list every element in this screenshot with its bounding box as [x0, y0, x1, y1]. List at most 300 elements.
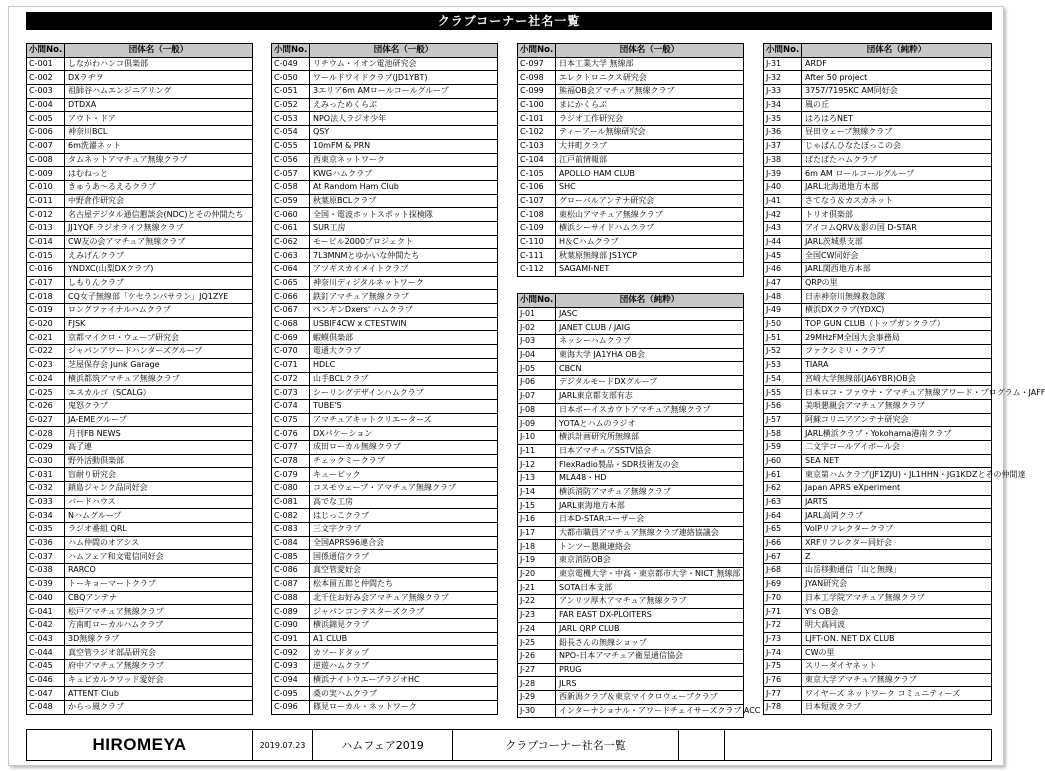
- org-name-cell: 鉄釘アマチュア無線クラブ: [310, 290, 498, 304]
- table-row: [518, 499, 744, 513]
- org-name-cell: 成田ローカル無線クラブ: [310, 440, 498, 454]
- org-name-cell: 神奈川ディジタルネットワーク: [310, 276, 498, 290]
- table-row: [764, 98, 992, 112]
- table-row: [518, 235, 744, 249]
- booth-no-cell: C-073: [272, 386, 310, 400]
- booth-no-cell: C-036: [27, 536, 65, 550]
- table-row: [272, 71, 498, 85]
- org-name-cell: TOP GUN CLUB（トップガンクラブ）: [802, 317, 992, 331]
- org-name-cell: YNDXC(山梨DXクラブ): [65, 263, 253, 277]
- org-name-cell: 大井町クラブ: [556, 139, 744, 153]
- org-name-cell: JARL東京都支部有志: [556, 389, 744, 403]
- table-row: [272, 221, 498, 235]
- org-name-cell: 中野倉作研究会: [65, 194, 253, 208]
- booth-no-cell: C-031: [27, 468, 65, 482]
- table-row: [764, 249, 992, 263]
- org-name-cell: ペンギンDxers' ハムクラブ: [310, 304, 498, 318]
- booth-no-cell: C-066: [272, 290, 310, 304]
- table-row: [764, 509, 992, 523]
- org-name-cell: 秋葉原無線部 JS1YCP: [556, 249, 744, 263]
- table-row: [518, 403, 744, 417]
- table-row: [272, 482, 498, 496]
- table-row: [518, 335, 744, 349]
- org-name-cell: QSY: [310, 126, 498, 140]
- roster-column-3-lower: [517, 293, 761, 718]
- booth-no-cell: J-30: [518, 704, 556, 718]
- org-name-cell: 西東京ネットワーク: [310, 153, 498, 167]
- booth-no-cell: J-53: [764, 358, 802, 372]
- booth-no-cell: C-043: [27, 632, 65, 646]
- org-name-cell: NPO-日本アマチュア衛星通信協会: [556, 649, 744, 663]
- table-row: [27, 523, 253, 537]
- org-name-cell: 真空管ラジオ部品研究会: [65, 646, 253, 660]
- table-row: [272, 550, 498, 564]
- booth-no-cell: C-006: [27, 126, 65, 140]
- org-name-cell: 日本ロコ・ファウナ・アマチュア無線アワード・プログラム・JAFF: [802, 386, 992, 400]
- booth-no-cell: J-68: [764, 564, 802, 578]
- table-row: [27, 646, 253, 660]
- table-row: [272, 523, 498, 537]
- booth-no-cell: C-099: [518, 85, 556, 99]
- org-name-cell: ネッシーハムクラブ: [556, 335, 744, 349]
- roster-table: [26, 43, 253, 715]
- org-name-cell: 昼田ウェーブ無線クラブ: [802, 126, 992, 140]
- booth-no-cell: C-052: [272, 98, 310, 112]
- org-name-cell: JASC: [556, 307, 744, 321]
- table-row: [518, 636, 744, 650]
- booth-no-cell: C-062: [272, 235, 310, 249]
- org-name-cell: 日本D-STARユーザー会: [556, 513, 744, 527]
- org-name-cell: At Random Ham Club: [310, 180, 498, 194]
- org-name-cell: しもりんクラブ: [65, 276, 253, 290]
- footer-date: 2019.07.23: [253, 730, 313, 760]
- table-row: [518, 677, 744, 691]
- table-row: [272, 290, 498, 304]
- org-name-cell: 江戸前情報部: [556, 153, 744, 167]
- booth-no-cell: C-077: [272, 440, 310, 454]
- booth-no-cell: C-090: [272, 618, 310, 632]
- org-name-cell: ARDF: [802, 57, 992, 71]
- booth-no-cell: J-55: [764, 386, 802, 400]
- table-row: [764, 646, 992, 660]
- table-row: [27, 687, 253, 701]
- booth-no-cell: C-007: [27, 139, 65, 153]
- table-row: [272, 194, 498, 208]
- table-row: [27, 235, 253, 249]
- booth-no-cell: J-35: [764, 112, 802, 126]
- booth-no-cell: J-72: [764, 618, 802, 632]
- booth-no-cell: J-40: [764, 180, 802, 194]
- footer-blank-2: [725, 730, 991, 760]
- org-name-cell: はじっこクラブ: [310, 509, 498, 523]
- table-row: [764, 153, 992, 167]
- booth-no-cell: C-039: [27, 577, 65, 591]
- booth-no-cell: C-086: [272, 564, 310, 578]
- table-row: [272, 167, 498, 181]
- org-name-cell: バードハウス: [65, 495, 253, 509]
- org-name-cell: ジャパンコンテスターズクラブ: [310, 605, 498, 619]
- table-row: [27, 180, 253, 194]
- table-row: [272, 139, 498, 153]
- booth-no-cell: C-072: [272, 372, 310, 386]
- booth-no-cell: C-070: [272, 345, 310, 359]
- org-name-cell: FAR EAST DX-PLOITERS: [556, 608, 744, 622]
- org-name-cell: 山手BCLクラブ: [310, 372, 498, 386]
- org-name-cell: CBCN: [556, 362, 744, 376]
- table-row: [272, 536, 498, 550]
- org-name-cell: JARL関西地方本部: [802, 263, 992, 277]
- booth-no-cell: J-02: [518, 321, 556, 335]
- booth-no-cell: C-058: [272, 180, 310, 194]
- org-name-cell: 神奈川BCL: [65, 126, 253, 140]
- header-org-name: 団体名（純粋）: [802, 44, 992, 58]
- org-name-cell: After 50 project: [802, 71, 992, 85]
- booth-no-cell: C-035: [27, 523, 65, 537]
- table-row: [27, 399, 253, 413]
- booth-no-cell: J-16: [518, 513, 556, 527]
- table-row: [764, 427, 992, 441]
- org-name-cell: はむねっと: [65, 167, 253, 181]
- booth-no-cell: C-109: [518, 221, 556, 235]
- org-name-cell: FJSK: [65, 317, 253, 331]
- org-name-cell: JJ1YQF ラジオライフ無線クラブ: [65, 221, 253, 235]
- table-row: [518, 663, 744, 677]
- booth-no-cell: C-022: [27, 345, 65, 359]
- document-footer: [26, 729, 992, 761]
- table-row: [272, 263, 498, 277]
- table-row: [272, 317, 498, 331]
- booth-no-cell: J-13: [518, 471, 556, 485]
- table-row: [27, 536, 253, 550]
- org-name-cell: えみげんクラブ: [65, 249, 253, 263]
- booth-no-cell: C-046: [27, 673, 65, 687]
- booth-no-cell: C-080: [272, 482, 310, 496]
- table-row: [272, 509, 498, 523]
- org-name-cell: ジャパンアワードハンターズグループ: [65, 345, 253, 359]
- table-row: [764, 386, 992, 400]
- booth-no-cell: J-66: [764, 536, 802, 550]
- org-name-cell: SOTA日本支部: [556, 581, 744, 595]
- table-row: [518, 485, 744, 499]
- booth-no-cell: C-037: [27, 550, 65, 564]
- roster-table: [271, 43, 498, 715]
- org-name-cell: 日本工学院アマチュア無線クラブ: [802, 591, 992, 605]
- org-name-cell: SUR工房: [310, 221, 498, 235]
- table-row: [27, 139, 253, 153]
- table-row: [27, 208, 253, 222]
- booth-no-cell: C-061: [272, 221, 310, 235]
- table-row: [27, 495, 253, 509]
- booth-no-cell: C-054: [272, 126, 310, 140]
- booth-no-cell: J-69: [764, 577, 802, 591]
- org-name-cell: 阿蘇コリニアアンテナ研究会: [802, 413, 992, 427]
- booth-no-cell: C-089: [272, 605, 310, 619]
- org-name-cell: 蝦蟆倶楽部: [310, 331, 498, 345]
- table-row: [272, 399, 498, 413]
- table-row: [27, 509, 253, 523]
- table-row: [764, 85, 992, 99]
- org-name-cell: 松戸アマチュア無線クラブ: [65, 605, 253, 619]
- table-row: [27, 304, 253, 318]
- booth-no-cell: J-57: [764, 413, 802, 427]
- booth-no-cell: C-078: [272, 454, 310, 468]
- footer-event: ハムフェア2019: [313, 730, 453, 760]
- table-row: [272, 98, 498, 112]
- table-row: [764, 276, 992, 290]
- org-name-cell: SAGAMI-NET: [556, 263, 744, 277]
- table-row: [27, 440, 253, 454]
- booth-no-cell: C-038: [27, 564, 65, 578]
- table-row: [272, 413, 498, 427]
- booth-no-cell: J-18: [518, 540, 556, 554]
- org-name-cell: JARL QRP CLUB: [556, 622, 744, 636]
- table-row: [27, 153, 253, 167]
- table-row: [764, 167, 992, 181]
- table-row: [764, 372, 992, 386]
- table-row: [27, 591, 253, 605]
- org-name-cell: 横浜ナイトウエーブラジオHC: [310, 673, 498, 687]
- org-name-cell: 東京大学アマチュア無線クラブ: [802, 673, 992, 687]
- table-row: [518, 649, 744, 663]
- booth-no-cell: C-013: [27, 221, 65, 235]
- org-name-cell: YOTAとハムのラジオ: [556, 417, 744, 431]
- booth-no-cell: J-60: [764, 454, 802, 468]
- booth-no-cell: J-12: [518, 458, 556, 472]
- org-name-cell: TUBE'S: [310, 399, 498, 413]
- booth-no-cell: C-010: [27, 180, 65, 194]
- org-name-cell: エスカルゴ（SCALG）: [65, 386, 253, 400]
- table-row: [764, 701, 992, 715]
- table-row: [764, 413, 992, 427]
- table-row: [518, 221, 744, 235]
- header-booth-no: 小間No.: [764, 44, 802, 58]
- booth-no-cell: J-43: [764, 221, 802, 235]
- table-row: [764, 468, 992, 482]
- roster-column-4: [763, 43, 1045, 715]
- org-name-cell: きゅうあ〜るえるクラブ: [65, 180, 253, 194]
- org-name-cell: 西新潟クラブ＆東京マイクロウェーブクラブ: [556, 690, 744, 704]
- booth-no-cell: J-76: [764, 673, 802, 687]
- org-name-cell: まにかくらぶ: [556, 98, 744, 112]
- org-name-cell: 横浜DXクラブ(YDXC): [802, 304, 992, 318]
- table-row: [27, 427, 253, 441]
- booth-no-cell: C-097: [518, 57, 556, 71]
- org-name-cell: モービル2000プロジェクト: [310, 235, 498, 249]
- org-name-cell: アウト・ドア: [65, 112, 253, 126]
- booth-no-cell: J-08: [518, 403, 556, 417]
- org-name-cell: リチウム・イオン電池研究会: [310, 57, 498, 71]
- booth-no-cell: J-20: [518, 567, 556, 581]
- org-name-cell: 高でな工房: [310, 495, 498, 509]
- org-name-cell: アツギスカイメイトクラブ: [310, 263, 498, 277]
- table-row: [764, 139, 992, 153]
- table-row: [27, 482, 253, 496]
- booth-no-cell: C-015: [27, 249, 65, 263]
- org-name-cell: 祖師谷ハムエンジニアリング: [65, 85, 253, 99]
- org-name-cell: 二文字コールアイボール会: [802, 440, 992, 454]
- org-name-cell: チェックミークラブ: [310, 454, 498, 468]
- org-name-cell: 3757/7195KC AM同好会: [802, 85, 992, 99]
- table-row: [27, 386, 253, 400]
- org-name-cell: 東松山アマチュア無線クラブ: [556, 208, 744, 222]
- table-row: [272, 180, 498, 194]
- booth-no-cell: C-027: [27, 413, 65, 427]
- table-row: [518, 263, 744, 277]
- org-name-cell: JARL高岡クラブ: [802, 509, 992, 523]
- org-name-cell: アンリツ厚木アマチュア無線クラブ: [556, 595, 744, 609]
- table-row: [272, 564, 498, 578]
- table-row: [27, 71, 253, 85]
- table-row: [764, 550, 992, 564]
- booth-no-cell: J-56: [764, 399, 802, 413]
- org-name-cell: 桑の実ハムクラブ: [310, 687, 498, 701]
- table-row: [764, 399, 992, 413]
- booth-no-cell: C-020: [27, 317, 65, 331]
- org-name-cell: 芝屋保存会 Junk Garage: [65, 358, 253, 372]
- org-name-cell: キュビカルクワッド愛好会: [65, 673, 253, 687]
- booth-no-cell: J-78: [764, 701, 802, 715]
- booth-no-cell: C-008: [27, 153, 65, 167]
- table-row: [27, 345, 253, 359]
- org-name-cell: ハムフェア和文電信同好会: [65, 550, 253, 564]
- org-name-cell: 29MHzFM全国大会事務局: [802, 331, 992, 345]
- org-name-cell: 東海大学 JA1YHA OB会: [556, 348, 744, 362]
- booth-no-cell: J-23: [518, 608, 556, 622]
- org-name-cell: JARL横浜クラブ・Yokohama港南クラブ: [802, 427, 992, 441]
- org-name-cell: さてなう＆カスカネット: [802, 194, 992, 208]
- booth-no-cell: J-75: [764, 659, 802, 673]
- booth-no-cell: J-01: [518, 307, 556, 321]
- booth-no-cell: J-38: [764, 153, 802, 167]
- table-header-row: [27, 44, 253, 58]
- booth-no-cell: C-076: [272, 427, 310, 441]
- table-row: [27, 194, 253, 208]
- booth-no-cell: C-049: [272, 57, 310, 71]
- booth-no-cell: J-36: [764, 126, 802, 140]
- booth-no-cell: C-094: [272, 673, 310, 687]
- booth-no-cell: J-07: [518, 389, 556, 403]
- booth-no-cell: J-42: [764, 208, 802, 222]
- header-booth-no: 小間No.: [272, 44, 310, 58]
- org-name-cell: 日本アマチュアSSTV協会: [556, 444, 744, 458]
- booth-no-cell: C-044: [27, 646, 65, 660]
- booth-no-cell: C-053: [272, 112, 310, 126]
- org-name-cell: 鉛長さんの無線ショップ: [556, 636, 744, 650]
- booth-no-cell: C-085: [272, 550, 310, 564]
- booth-no-cell: C-101: [518, 112, 556, 126]
- roster-column-1: [26, 43, 253, 715]
- table-row: [764, 687, 992, 701]
- table-row: [272, 386, 498, 400]
- table-row: [764, 331, 992, 345]
- org-name-cell: ラジオ番組 QRL: [65, 523, 253, 537]
- roster-column-2: [271, 43, 498, 715]
- booth-no-cell: C-002: [27, 71, 65, 85]
- org-name-cell: DXパケーション: [310, 427, 498, 441]
- org-name-cell: 風の丘: [802, 98, 992, 112]
- table-row: [272, 687, 498, 701]
- table-row: [518, 690, 744, 704]
- org-name-cell: QRPの里: [802, 276, 992, 290]
- table-row: [272, 249, 498, 263]
- table-header-row: [518, 44, 744, 58]
- booth-no-cell: C-019: [27, 304, 65, 318]
- booth-no-cell: J-09: [518, 417, 556, 431]
- booth-no-cell: J-14: [518, 485, 556, 499]
- org-name-cell: はろはろNET: [802, 112, 992, 126]
- org-name-cell: 宮崎大学無線部(JA6YBR)OB会: [802, 372, 992, 386]
- booth-no-cell: C-003: [27, 85, 65, 99]
- org-name-cell: 篠見ローカル・ネットワーク: [310, 701, 498, 715]
- booth-no-cell: J-44: [764, 235, 802, 249]
- org-name-cell: ティーアール無線研究会: [556, 126, 744, 140]
- booth-no-cell: J-31: [764, 57, 802, 71]
- table-row: [27, 618, 253, 632]
- booth-no-cell: C-108: [518, 208, 556, 222]
- roster-column-3: [517, 43, 744, 277]
- org-name-cell: Z: [802, 550, 992, 564]
- org-name-cell: 方南町ローカルハムクラブ: [65, 618, 253, 632]
- table-row: [518, 57, 744, 71]
- table-row: [518, 348, 744, 362]
- booth-no-cell: C-100: [518, 98, 556, 112]
- table-row: [518, 595, 744, 609]
- org-name-cell: エレクトロニクス研究会: [556, 71, 744, 85]
- booth-no-cell: C-045: [27, 659, 65, 673]
- booth-no-cell: C-112: [518, 263, 556, 277]
- booth-no-cell: C-092: [272, 646, 310, 660]
- table-row: [764, 618, 992, 632]
- table-row: [272, 673, 498, 687]
- booth-no-cell: C-040: [27, 591, 65, 605]
- booth-no-cell: J-48: [764, 290, 802, 304]
- booth-no-cell: J-58: [764, 427, 802, 441]
- booth-no-cell: J-29: [518, 690, 556, 704]
- table-row: [764, 454, 992, 468]
- org-name-cell: ロングファイナルハムクラブ: [65, 304, 253, 318]
- org-name-cell: TIARA: [802, 358, 992, 372]
- org-name-cell: 7L3MNMとゆかいな仲間たち: [310, 249, 498, 263]
- table-row: [764, 358, 992, 372]
- header-booth-no: 小間No.: [518, 294, 556, 308]
- org-name-cell: 大都市職員アマチュア無線クラブ連絡協議会: [556, 526, 744, 540]
- org-name-cell: グローバルアンテナ研究会: [556, 194, 744, 208]
- org-name-cell: CWの里: [802, 646, 992, 660]
- booth-no-cell: C-096: [272, 701, 310, 715]
- booth-no-cell: C-110: [518, 235, 556, 249]
- table-row: [764, 482, 992, 496]
- table-row: [27, 167, 253, 181]
- booth-no-cell: C-102: [518, 126, 556, 140]
- org-name-cell: JARTS: [802, 495, 992, 509]
- table-row: [764, 112, 992, 126]
- booth-no-cell: C-001: [27, 57, 65, 71]
- table-row: [272, 372, 498, 386]
- roster-table: [517, 293, 761, 718]
- booth-no-cell: J-41: [764, 194, 802, 208]
- org-name-cell: DTDXA: [65, 98, 253, 112]
- org-name-cell: 真空管愛好会: [310, 564, 498, 578]
- table-row: [27, 126, 253, 140]
- table-row: [27, 85, 253, 99]
- table-row: [272, 208, 498, 222]
- booth-no-cell: C-050: [272, 71, 310, 85]
- org-name-cell: SEA NET: [802, 454, 992, 468]
- booth-no-cell: C-103: [518, 139, 556, 153]
- org-name-cell: しながわハンコ倶楽部: [65, 57, 253, 71]
- org-name-cell: 3D無線クラブ: [65, 632, 253, 646]
- org-name-cell: 3エリア6m AMロールコールグループ: [310, 85, 498, 99]
